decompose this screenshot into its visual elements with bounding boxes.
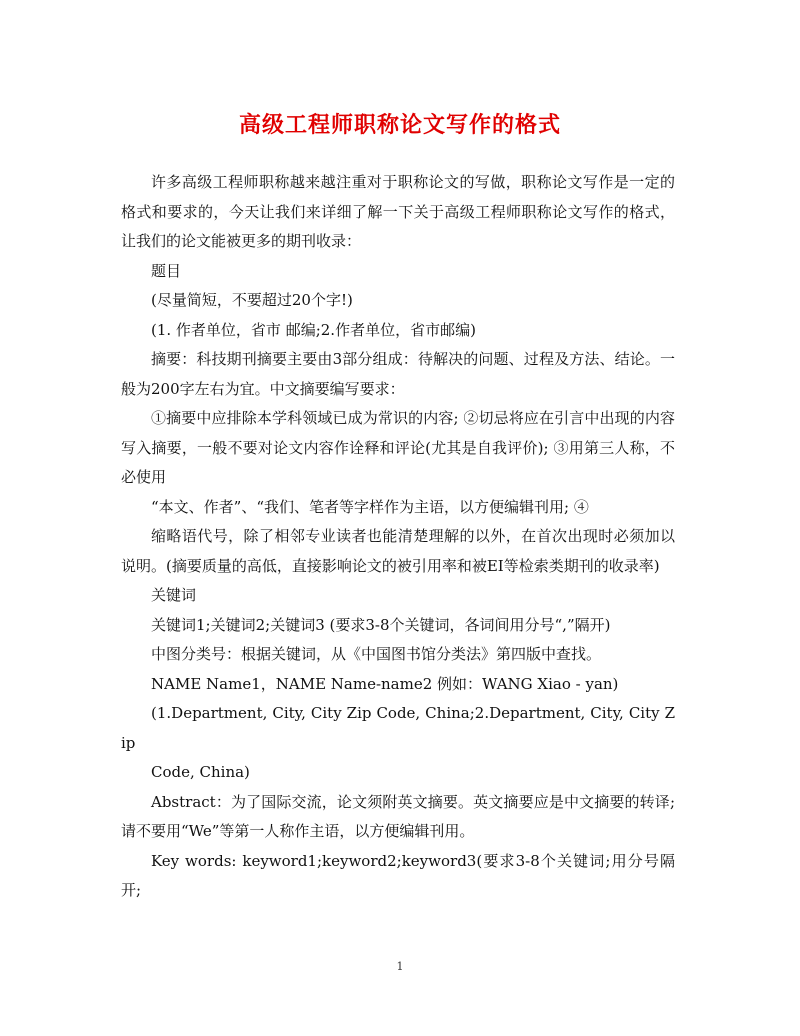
abbreviation-paragraph: 缩略语代号，除了相邻专业读者也能清楚理解的以外，在首次出现时必须加以说明。(摘要质量的高低，直接影响论文的被引用率和被EI等检索类期刊的收录率) xyxy=(121,527,675,575)
abstract-rules-continued: “本文、作者”、“我们、笔者等字样作为主语，以方便编辑刊用; ④ xyxy=(151,497,589,516)
author-affiliation: (1. 作者单位，省市 邮编;2.作者单位，省市邮编) xyxy=(151,320,476,339)
keywords-paragraph: 关键词1;关键词2;关键词3 (要求3-8个关键词，各词间用分号“,”隔开) xyxy=(151,615,611,634)
intro-paragraph: 许多高级工程师职称越来越注重对于职称论文的写做，职称论文写作是一定的格式和要求的，今天让我们来详细了解一下关于高级工程师职称论文写作的格式，让我们的论文能被更多的期刊收录： xyxy=(121,173,675,250)
english-affiliation-continued: Code, China) xyxy=(151,763,250,781)
english-affiliation-paragraph: (1.Department, City, City Zip Code, China;2.Department, City, City Zip xyxy=(121,704,675,752)
document-body xyxy=(121,168,675,906)
page-number: 1 xyxy=(396,960,404,973)
english-name-paragraph: NAME Name1，NAME Name-name2 例如：WANG Xiao - yan) xyxy=(151,674,619,693)
section-heading-title: 题目 xyxy=(151,261,182,280)
english-abstract-paragraph: Abstract：为了国际交流，论文须附英文摘要。英文摘要应是中文摘要的转译;请不要用“We”等第一人称作主语，以方便编辑刊用。 xyxy=(121,792,675,840)
document-title: 高级工程师职称论文写作的格式 xyxy=(238,112,561,138)
english-keywords-paragraph: Key words: keyword1;keyword2;keyword3(要求3-8个关键词;用分号隔开; xyxy=(121,851,675,899)
abstract-paragraph: 摘要：科技期刊摘要主要由3部分组成：待解决的问题、过程及方法、结论。一般为200字左右为宜。中文摘要编写要求： xyxy=(121,350,675,398)
abstract-rules-paragraph: ①摘要中应排除本学科领域已成为常识的内容; ②切忌将应在引言中出现的内容写入摘要，一般不要对论文内容作诠释和评论(尤其是自我评价); ③用第三人称，不必使用 xyxy=(121,409,675,486)
title-note: (尽量简短，不要超过20个字!) xyxy=(151,291,353,309)
classification-paragraph: 中图分类号：根据关键词，从《中国图书馆分类法》第四版中查找。 xyxy=(151,645,602,663)
section-heading-keywords: 关键词 xyxy=(151,586,197,604)
